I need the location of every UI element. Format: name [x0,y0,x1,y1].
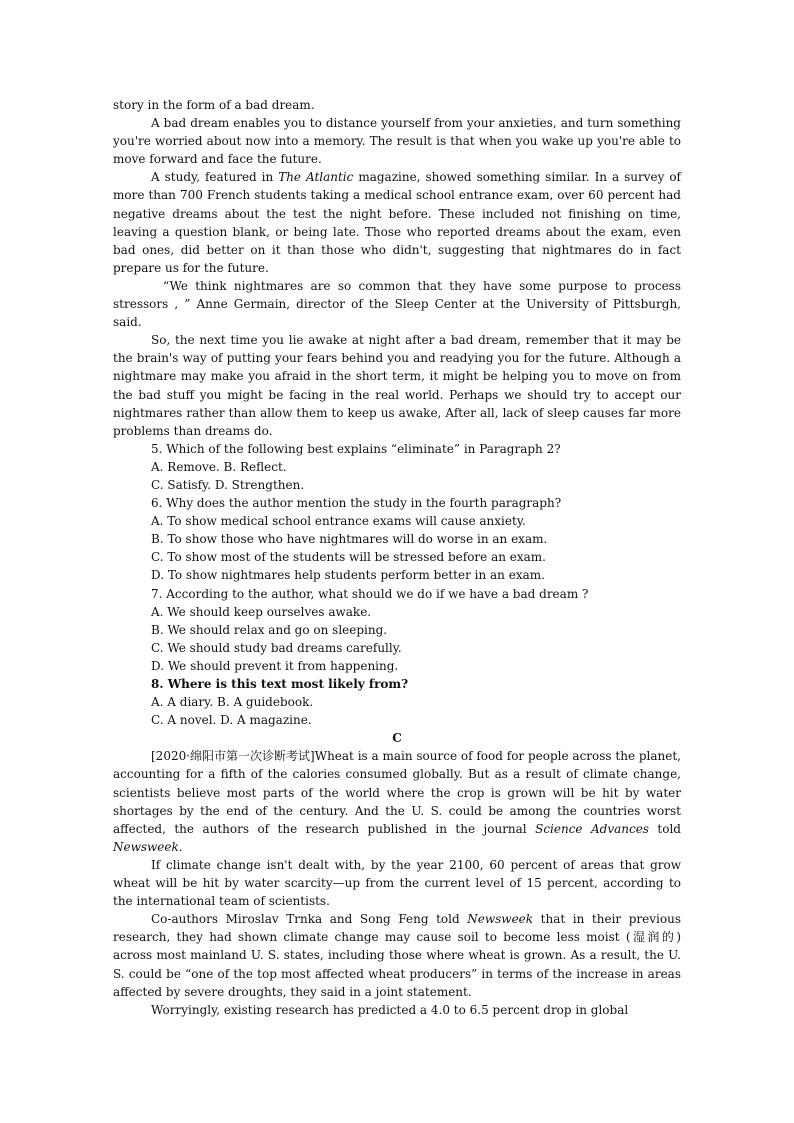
paragraph [113,910,681,1000]
paragraph [113,747,681,856]
option-line: D. We should prevent it from happening. [151,658,399,673]
text: Co-authors Miroslav Trnka and Song Feng told [151,912,468,927]
paragraph: Worryingly, existing research has predicted a 4.0 to 6.5 percent drop in global [151,1002,629,1017]
paragraph [113,168,681,277]
paragraph: A bad dream enables you to distance yourself from your anxieties, and turn something you're worried about now into a memory. The result is that when you wake up you're able to move forward and face the future. [113,116,681,167]
question-8: 8. Where is this text most likely from? [151,677,409,691]
question-6: 6. Why does the author mention the study in the fourth paragraph? [151,496,562,511]
paragraph: If climate change isn't dealt with, by the year 2100, 60 percent of areas that grow wheat will be hit by water scarcity—up from the current level of 15 percent, according to the international team of scientists. [113,857,681,909]
option-line: C. Satisfy. D. Strengthen. [151,477,305,492]
text: [2020·绵阳市第一次诊断考试]Wheat is a main source of food for people across the planet, accounting for a fifth of the calories consumed globally. But as a result of climate change, scientists believe most parts of the world where the crop is grown will be hit by water shortages by the end of the century. And the U. S. could be among the countries worst affected, the authors of the research published in the journal [113,749,681,836]
option-line: D. To show nightmares help students perform better in an exam. [151,568,545,583]
document-page [113,96,681,1019]
text: . [178,839,183,854]
option-line: A. Remove. B. Reflect. [151,459,287,474]
paragraph: “We think nightmares are so common that they have some purpose to process stressors , ” Anne Germain, director of the Sleep Center at the University of Pittsburgh, said. [113,278,681,330]
option-line: C. A novel. D. A magazine. [151,713,312,728]
text: told [648,821,681,836]
question-7: 7. According to the author, what should we do if we have a bad dream ? [151,586,589,601]
option-line: C. We should study bad dreams carefully. [151,640,402,655]
option-line: B. To show those who have nightmares will do worse in an exam. [151,532,548,547]
question-5: 5. Which of the following best explains “eliminate” in Paragraph 2? [151,441,561,456]
journal-title: Science Advances [535,821,649,836]
option-line: C. To show most of the students will be stressed before an exam. [151,550,546,565]
magazine-title: Newsweek [113,839,179,854]
text: that in their previous research, they had shown climate change may cause soil to become less moist (湿润的) across most mainland U. S. states, including those where wheat is grown. As a result, the U. S. could be “one of the top most affected wheat producers” in terms of the increase in areas affected by severe droughts, they said in a joint statement. [113,912,681,999]
option-line: B. We should relax and go on sleeping. [151,622,388,637]
text: A study, featured in [151,170,279,185]
section-heading: C [392,731,402,746]
option-line: A. We should keep ourselves awake. [151,604,372,619]
magazine-title: Newsweek [467,912,534,927]
option-line: A. A diary. B. A guidebook. [151,695,314,710]
text: magazine, showed something similar. In a survey of more than 700 French students taking a medical school entrance exam, over 60 percent had negative dreams about the test the night before. These included not finishing on time, leaving a question blank, or being late. Those who reported dreams about the exam, even bad ones, did better on it than those who didn't, suggesting that nightmares do in fact prepare us for the future. [113,170,681,275]
option-line: A. To show medical school entrance exams will cause anxiety. [151,514,526,529]
paragraph: So, the next time you lie awake at night after a bad dream, remember that it may be the brain's way of putting your fears behind you and readying you for the future. Although a nightmare may make you afraid in the short term, it might be helping you to move on from the bad stuff you might be facing in the real world. Perhaps we should try to accept our nightmares rather than allow them to keep us awake, After all, lack of sleep causes far more problems than dreams do. [113,333,681,438]
paragraph: story in the form of a bad dream. [113,98,315,112]
magazine-title: The Atlantic [278,170,354,185]
